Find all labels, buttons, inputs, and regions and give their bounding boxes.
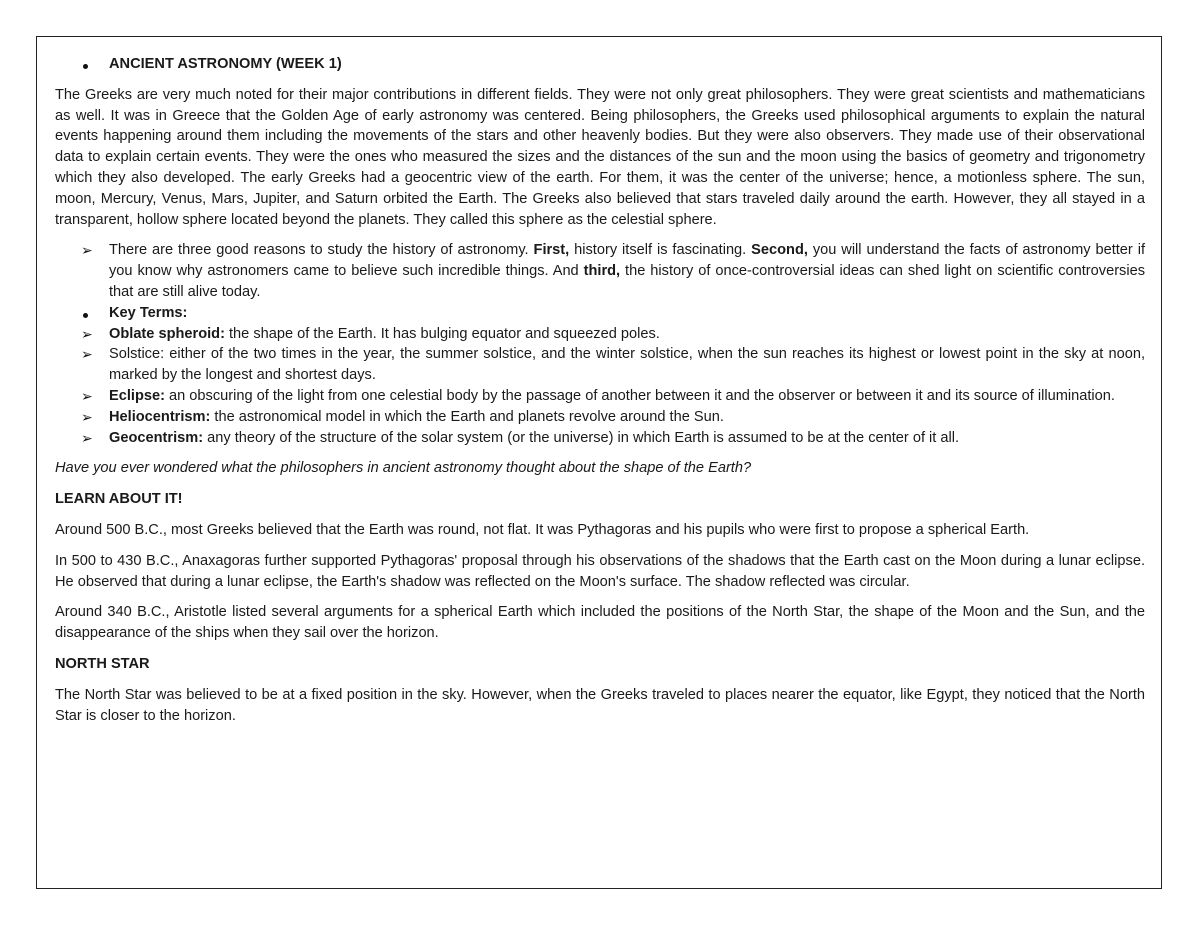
term-oblate-spheroid — [55, 324, 1145, 345]
bullet-dot-icon — [83, 313, 88, 318]
document-body — [55, 54, 1145, 726]
learn-paragraph-2: In 500 to 430 B.C., Anaxagoras further supported Pythagoras' proposal through his observations of the shadows that the Earth cast on the Moon during a lunar eclipse. He observed that during a lunar eclipse, the Earth's shadow was reflected on the Moon's surface. The shadow reflected was circular. — [55, 552, 1145, 590]
reasons-second: Second, — [751, 242, 808, 259]
reasons-text-4: the history of once-controversial ideas can shed light on scientific controversies that are still alive today. — [109, 263, 1146, 300]
term-definition: the shape of the Earth. It has bulging equator and squeezed poles. — [224, 325, 660, 342]
learn-heading: LEARN ABOUT IT! — [55, 491, 183, 508]
term-label: Eclipse: — [109, 387, 165, 404]
guiding-question: Have you ever wondered what the philosophers in ancient astronomy thought about the shape of the Earth? — [55, 460, 752, 477]
key-terms-heading: Key Terms: — [109, 304, 188, 321]
key-terms-heading-row — [55, 303, 1145, 324]
reasons-third: third, — [583, 263, 621, 280]
term-heliocentrism — [55, 407, 1145, 428]
arrow-bullet-icon: ➢ — [81, 387, 93, 404]
bullet-dot-icon — [83, 64, 88, 69]
page-frame — [36, 36, 1162, 889]
term-definition: the astronomical model in which the Earth and planets revolve around the Sun. — [210, 408, 724, 425]
north-star-heading: NORTH STAR — [55, 655, 150, 672]
week-heading: ANCIENT ASTRONOMY (WEEK 1) — [109, 56, 342, 72]
term-eclipse — [55, 386, 1145, 407]
reasons-item — [55, 240, 1145, 302]
term-geocentrism — [55, 428, 1145, 449]
reasons-text-1: There are three good reasons to study the history of astronomy. — [109, 242, 534, 259]
reasons-first: First, — [533, 242, 570, 259]
term-label: Heliocentrism: — [109, 408, 211, 425]
reasons-text-2: history itself is fascinating. — [569, 242, 752, 259]
term-definition: Solstice: either of the two times in the year, the summer solstice, and the winter solstice, when the sun reaches its highest or lowest point in the sky at noon, marked by the longest and shortest days. — [109, 346, 1145, 384]
learn-paragraph-1: Around 500 B.C., most Greeks believed that the Earth was round, not flat. It was Pythagoras and his pupils who were first to propose a spherical Earth. — [55, 521, 1030, 538]
intro-paragraph: The Greeks are very much noted for their major contributions in different fields. They were not only great philosophers. They were great scientists and mathematicians as well. It was in Greece that the Golden Age of early astronomy was centered. Being philosophers, the Greeks used philosophical arguments to explain the natural events happening around them including the movements of the stars and other heavenly bodies. But they were also observers. They made use of their observational data to explain certain events. They were the ones who measured the sizes and the distances of the sun and the moon using the basics of geometry and trigonometry which they also developed. The early Greeks had a geocentric view of the earth. For them, it was the center of the universe; hence, a motionless sphere. The sun, moon, Mercury, Venus, Mars, Jupiter, and Saturn orbited the Earth. The Greeks also believed that stars traveled daily around the earth. However, they all stayed in a transparent, hollow sphere located beyond the planets. They called this sphere as the celestial sphere. — [55, 86, 1145, 228]
term-definition: an obscuring of the light from one celestial body by the passage of another between it and the observer or between it and its source of illumination. — [164, 387, 1115, 404]
learn-paragraph-3: Around 340 B.C., Aristotle listed several arguments for a spherical Earth which included the positions of the North Star, the shape of the Moon and the Sun, and the disappearance of the ships when they sail over the horizon. — [55, 604, 1145, 642]
arrow-bullet-icon: ➢ — [81, 408, 93, 425]
north-star-paragraph: The North Star was believed to be at a fixed position in the sky. However, when the Greeks traveled to places nearer the equator, like Egypt, they noticed that the North Star is closer to the horizon. — [55, 686, 1145, 724]
arrow-bullet-icon: ➢ — [81, 242, 93, 259]
term-definition: any theory of the structure of the solar system (or the universe) in which Earth is assumed to be at the center of it all. — [203, 429, 960, 446]
week-heading-row — [55, 54, 1145, 75]
reasons-text — [109, 240, 1145, 302]
arrow-bullet-icon: ➢ — [81, 429, 93, 446]
term-label: Oblate spheroid: — [109, 325, 225, 342]
reasons-text-3: you will understand the facts of astronomy better if you know why astronomers came to believe such incredible things. And — [109, 242, 1145, 280]
term-label: Geocentrism: — [109, 429, 204, 446]
term-solstice — [55, 344, 1145, 386]
arrow-bullet-icon: ➢ — [81, 346, 93, 363]
arrow-bullet-icon: ➢ — [81, 325, 93, 342]
